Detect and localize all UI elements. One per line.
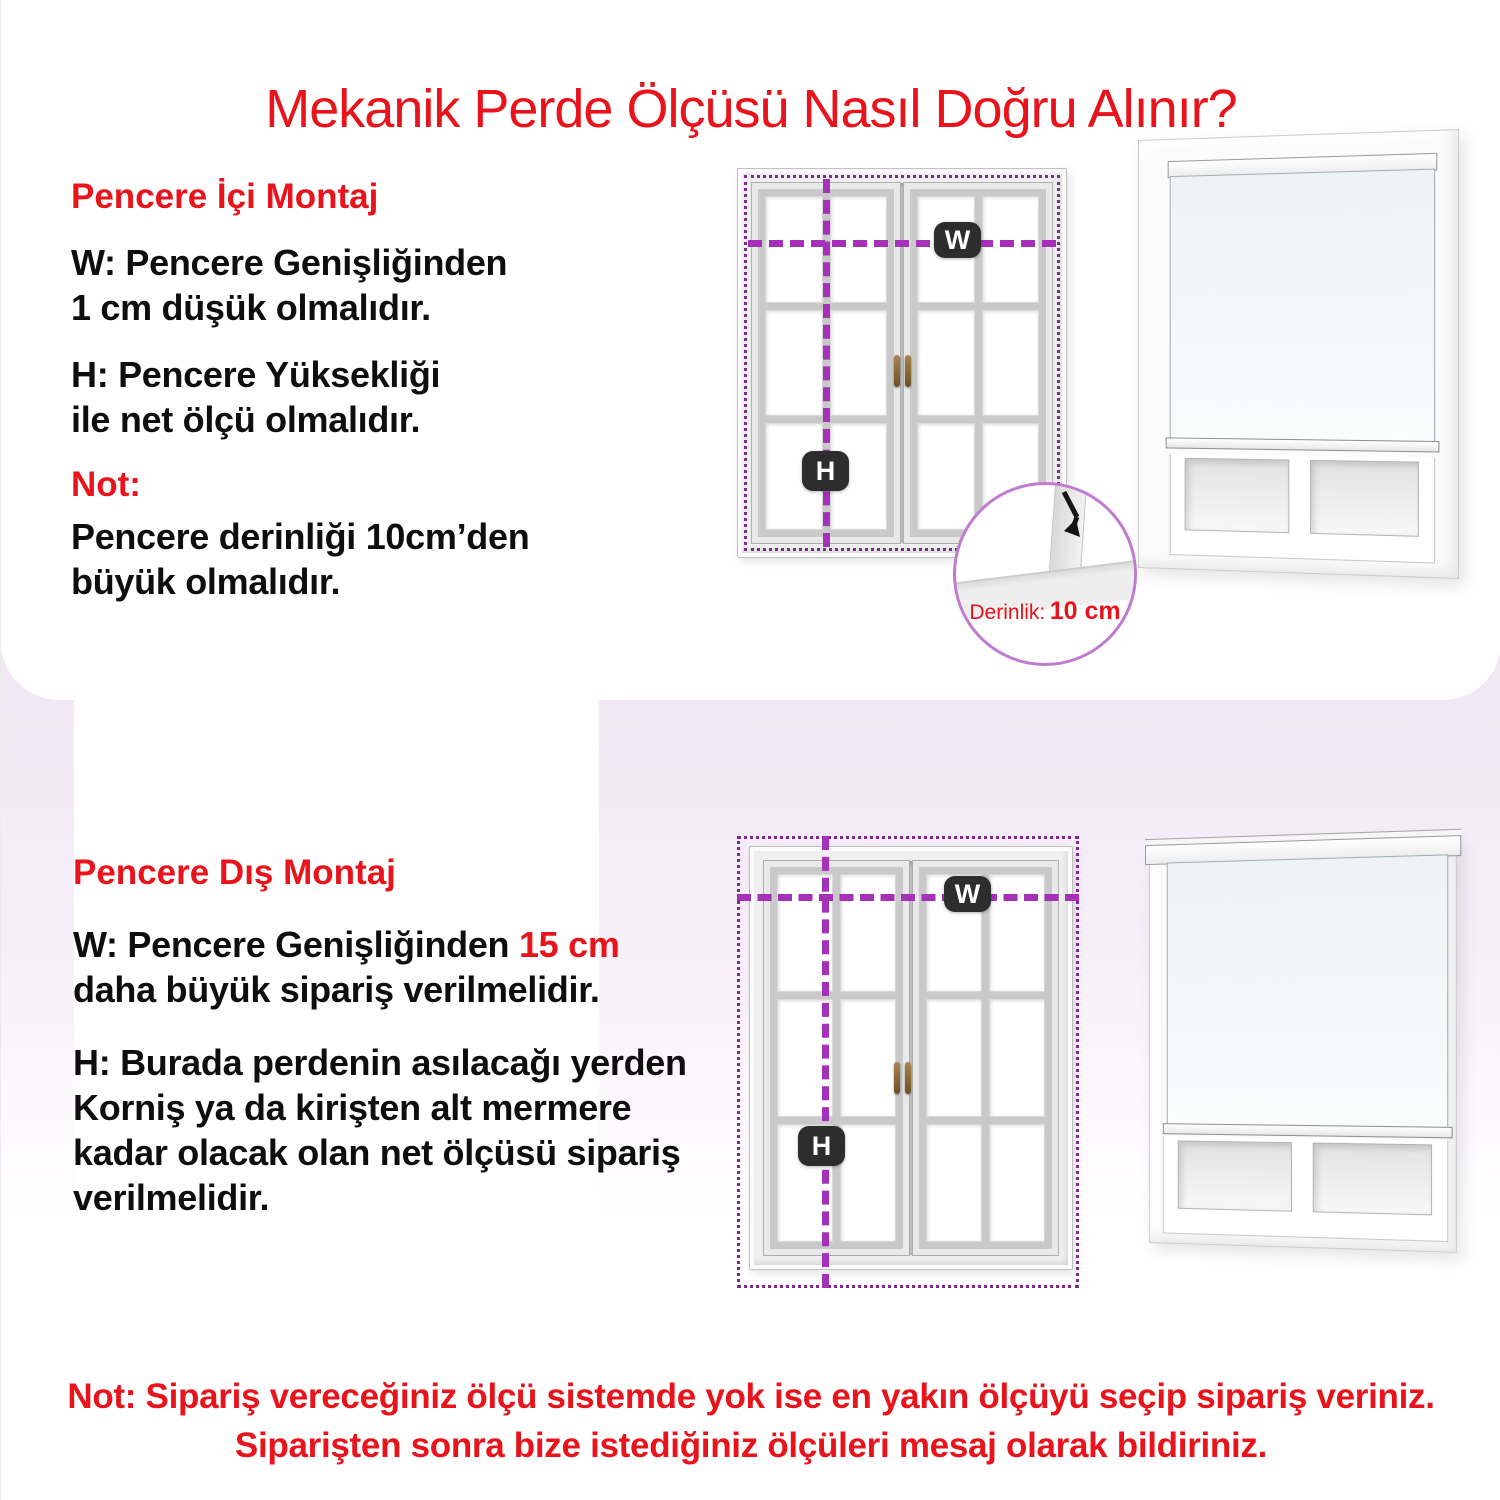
inside-mount-text	[71, 176, 671, 604]
depth-text	[956, 597, 1134, 626]
height-measure-line	[822, 836, 829, 1288]
outside-mount-text	[73, 852, 753, 1220]
window-sill-openings	[1170, 454, 1435, 564]
spacer	[71, 442, 671, 464]
roller-blind-inside-illustration	[1138, 129, 1459, 579]
width-measure-line	[737, 894, 1079, 901]
width-note-highlight: 15 cm	[518, 924, 620, 965]
blind-bottom-bar	[1166, 437, 1440, 452]
width-note-line: 1 cm düşük olmalıdır.	[71, 287, 431, 328]
height-note-line: kadar olacak olan net ölçüsü sipariş	[73, 1132, 681, 1173]
sill-opening	[1313, 1143, 1432, 1216]
sill-opening	[1310, 460, 1419, 537]
height-note-line: H: Burada perdenin asılacağı yerden	[73, 1042, 687, 1083]
sill-opening	[1185, 458, 1290, 533]
sill-opening	[1178, 1140, 1292, 1211]
depth-detail-circle	[953, 482, 1137, 666]
note-label: Not:	[71, 465, 141, 504]
inside-mount-heading: Pencere İçi Montaj	[71, 177, 379, 216]
depth-value: 10 cm	[1049, 597, 1121, 625]
spacer	[71, 506, 671, 514]
depth-arrow-icon	[1034, 489, 1094, 553]
note-line: büyük olmalıdır.	[71, 561, 341, 602]
inside-mount-section	[1, 0, 1500, 700]
footer-note-line: Siparişten sonra bize istediğiniz ölçüleri mesaj olarak bildiriniz.	[234, 1426, 1268, 1465]
depth-label: Derinlik:	[969, 601, 1046, 624]
note-line: Pencere derinliği 10cm’den	[71, 516, 530, 557]
spacer	[71, 330, 671, 352]
height-note-line: Korniş ya da kirişten alt mermere	[73, 1087, 632, 1128]
width-measure-line	[748, 240, 1056, 247]
blind-fabric	[1170, 169, 1435, 446]
window-illustration-outside	[749, 846, 1073, 1270]
spacer	[73, 894, 753, 922]
footer-note	[1, 1372, 1500, 1470]
height-note-line: H: Pencere Yüksekliği	[71, 354, 441, 395]
outside-mount-heading: Pencere Dış Montaj	[73, 853, 396, 892]
measure-dotted-border	[737, 836, 1079, 1288]
width-note-line: daha büyük sipariş verilmelidir.	[73, 969, 600, 1010]
blind-inner-area	[1168, 153, 1438, 564]
spacer	[71, 218, 671, 240]
width-badge: W	[934, 222, 981, 258]
width-note-prefix: W: Pencere Genişliğinden	[73, 924, 519, 965]
height-measure-line	[823, 179, 830, 547]
height-badge: H	[802, 451, 849, 491]
width-note-line	[73, 922, 753, 967]
blind-fabric	[1167, 854, 1449, 1131]
footer-note-line: Not: Sipariş vereceğiniz ölçü sistemde yok ise en yakın ölçüyü seçip sipariş veriniz.	[67, 1377, 1435, 1416]
width-note-line: W: Pencere Genişliğinden	[71, 242, 508, 283]
page-title: Mekanik Perde Ölçüsü Nasıl Doğru Alınır?	[265, 79, 1237, 140]
height-note-line: ile net ölçü olmalıdır.	[71, 399, 421, 440]
window-sill-openings	[1163, 1136, 1448, 1242]
roller-blind-outside-illustration	[1149, 835, 1457, 1253]
spacer	[73, 1012, 753, 1040]
width-badge: W	[944, 876, 991, 912]
blind-inner-area	[1161, 835, 1451, 1242]
height-note-line: verilmelidir.	[73, 1177, 270, 1218]
height-badge: H	[798, 1126, 845, 1166]
